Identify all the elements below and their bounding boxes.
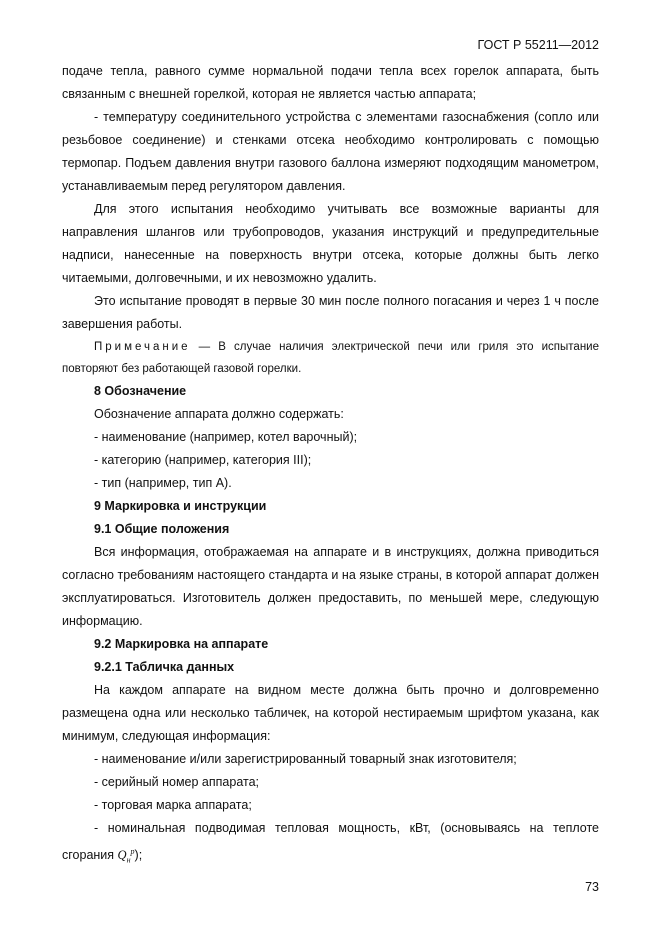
paragraph: подаче тепла, равного сумме нормальной подачи тепла всех горелок аппарата, быть связанным с внешней горелкой, которая не является частью аппарата; [62,64,599,101]
section-heading-8: 8 Обозначение [94,384,187,398]
list-item: - категорию (например, категория III); [94,453,312,467]
note-text: — В случае наличия электрической печи или гриля это испытание повторяют без работающей газовой горелки. [62,341,599,375]
list-item: - наименование и/или зарегистрированный товарный знак изготовителя; [94,752,517,766]
note [62,336,599,380]
page-body [62,60,599,872]
section-heading-9-2: 9.2 Маркировка на аппарате [94,637,269,651]
list-item: - наименование (например, котел варочный); [94,430,358,444]
standard-header: ГОСТ Р 55211—2012 [477,38,599,52]
paragraph: Это испытание проводят в первые 30 мин после полного погасания и через 1 ч после завершения работы. [62,294,599,331]
list-item-text: - номинальная подводимая тепловая мощность, кВт, (основываясь на теплоте сгорания [62,821,599,863]
page-number: 73 [585,880,599,894]
paragraph: Обозначение аппарата должно содержать: [94,407,344,421]
note-label: Примечание [94,341,191,353]
paragraph: На каждом аппарате на видном месте должна быть прочно и долговременно размещена одна или несколько табличек, на которой нестираемым шрифтом указана, как минимум, следующая информация: [62,683,599,743]
section-heading-9-2-1: 9.2.1 Табличка данных [94,660,235,674]
section-heading-9-1: 9.1 Общие положения [94,522,230,536]
list-item-end: ); [134,848,143,863]
list-item [62,817,599,872]
paragraph: - температуру соединительного устройства с элементами газоснабжения (сопло или резьбовое соединение) и стенками отсека необходимо контролировать с помощью термопар. Подъем давления внутри газового баллона измеряют подходящим манометром, устанавливаемым перед регулятором давления. [62,110,599,193]
section-heading-9: 9 Маркировка и инструкции [94,499,267,513]
list-item: - тип (например, тип А). [94,476,232,490]
paragraph: Для этого испытания необходимо учитывать все возможные варианты для направления шлангов или трубопроводов, указания инструкций и предупредительные надписи, нанесенные на поверхность внутри отсека, которые должны быть легко читаемыми, долговечными, и их невозможно удалить. [62,202,599,285]
list-item: - серийный номер аппарата; [94,775,260,789]
heat-value-formula: $Q_н^р$ [117,847,135,865]
paragraph: Вся информация, отображаемая на аппарате и в инструкциях, должна приводиться согласно требованиям настоящего стандарта и на языке страны, в которой аппарат должен эксплуатироваться. Изготовитель должен предоставить, по меньшей мере, следующую информацию. [62,545,599,628]
list-item: - торговая марка аппарата; [94,798,252,812]
